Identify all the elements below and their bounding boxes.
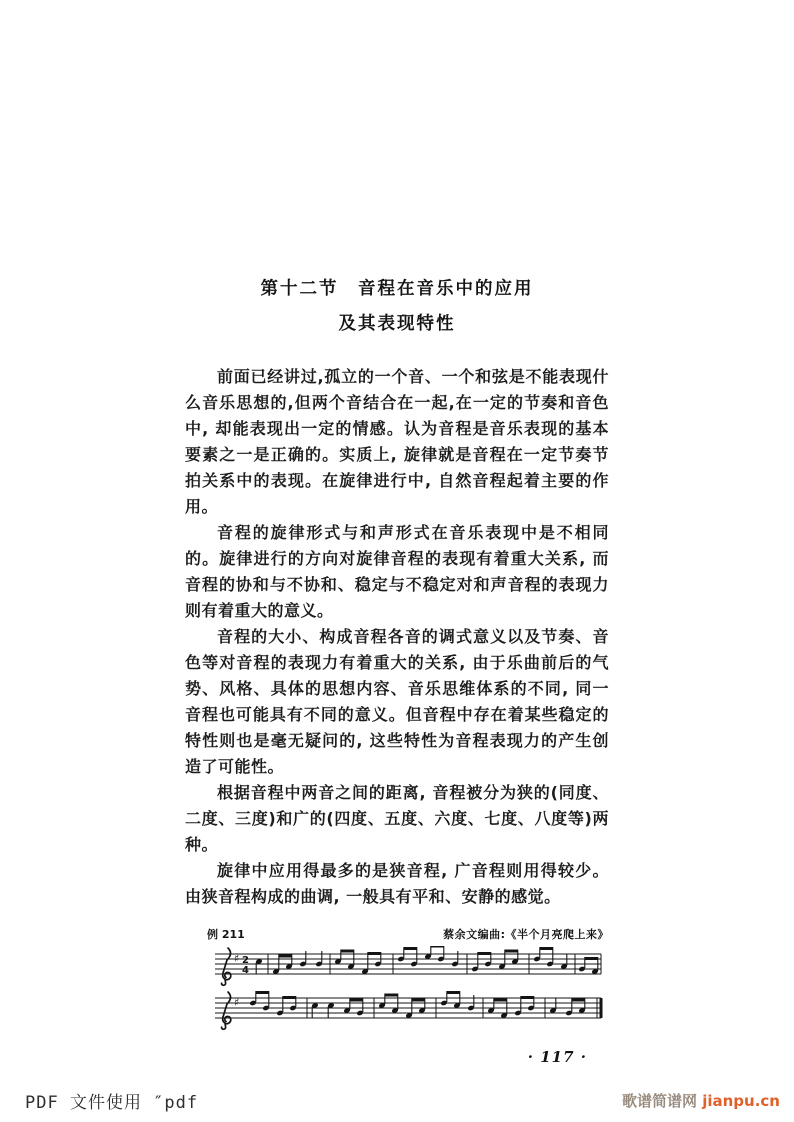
music-staff-1	[213, 946, 603, 988]
paragraph: 音程的旋律形式与和声形式在音乐表现中是不相同的。旋律进行的方向对旋律音程的表现有着重大关系, 而音程的协和与不协和、稳定与不稳定对和声音程的表现力则有着重大的意义。	[185, 523, 609, 620]
paragraph: 旋律中应用得最多的是狭音程, 广音程则用得较少。由狭音程构成的曲调, 一般具有平和、安静的感觉。	[185, 861, 609, 906]
music-example-header	[185, 926, 609, 942]
svg-text:4: 4	[242, 965, 249, 976]
music-staff-2	[213, 990, 603, 1032]
page-number: · 117 ·	[527, 1048, 587, 1066]
paragraph: 根据音程中两音之间的距离, 音程被分为狭的(同度、二度、三度)和广的(四度、五度、六度、七度、八度等)两种。	[185, 783, 609, 854]
content-block	[185, 272, 609, 1066]
site-watermark	[622, 1090, 780, 1111]
svg-text:♯: ♯	[234, 996, 240, 1009]
paragraph: 音程的大小、构成音程各音的调式意义以及节奏、音色等对音程的表现力有着重大的关系, 由于乐曲前后的气势、风格、具体的思想内容、音乐思维体系的不同, 同一音程也可能具有不同的意义。但音程中存在着某些稳定的特性则也是毫无疑问的, 这些特性为音程表现力的产生创造了可能性。	[185, 627, 609, 776]
watermark-site-name: 歌谱简谱网	[621, 1092, 703, 1110]
body-text	[185, 364, 609, 910]
watermark-domain: jianpu.cn	[702, 1092, 780, 1110]
svg-text:♯: ♯	[234, 952, 240, 965]
example-number-label: 例 211	[207, 928, 245, 941]
paragraph: 前面已经讲过,孤立的一个音、一个和弦是不能表现什么音乐思想的,但两个音结合在一起,在一定的节奏和音色中, 却能表现出一定的情感。认为音程是音乐表现的基本要素之一是正确的。实质上, 旋律就是音程在一定节奏节拍关系中的表现。在旋律进行中, 自然音程起着主要的作用。	[185, 367, 609, 516]
section-title	[185, 272, 609, 342]
section-title-line2: 及其表现特性	[338, 314, 456, 334]
section-title-line1: 第十二节 音程在音乐中的应用	[260, 279, 534, 299]
pdf-usage-note: PDF 文件使用 ″pdf	[25, 1093, 199, 1113]
example-caption: 蔡余文编曲:《半个月亮爬上来》	[443, 928, 609, 941]
music-notation	[185, 946, 609, 1032]
svg-text:2: 2	[242, 955, 249, 966]
